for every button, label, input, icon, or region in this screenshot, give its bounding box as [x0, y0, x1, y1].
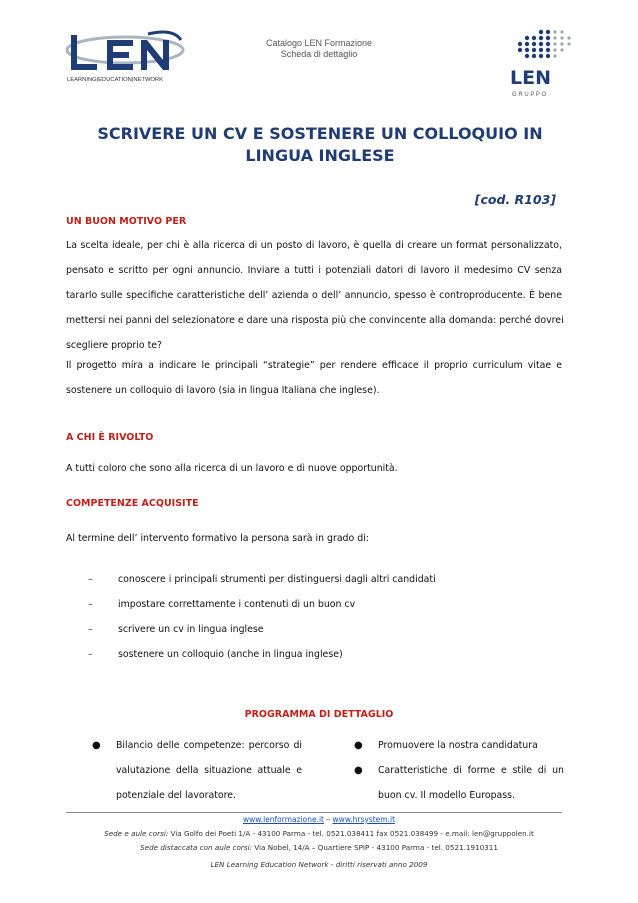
course-code: [cod. R103]	[474, 192, 556, 207]
bullet-icon: ●	[354, 740, 363, 751]
programma-left-column	[92, 737, 302, 812]
dash-icon: –	[88, 624, 93, 635]
header-line-2: Scheda di dettaglio	[280, 49, 358, 59]
paragraph-rivolto	[66, 460, 562, 485]
section-heading-competenze: COMPETENZE ACQUISITE	[66, 498, 199, 509]
list-item: – sostenere un colloquio (anche in lingua inglese)	[88, 646, 538, 671]
footer-copyright: LEN Learning Education Network - diritti riservati anno 2009	[210, 860, 428, 869]
section-heading-programma: PROGRAMMA DI DETTAGLIO	[244, 709, 394, 720]
bullet-icon: ●	[92, 740, 101, 751]
svg-text:LEARNING|EDUCATION|NETWORK: LEARNING|EDUCATION|NETWORK	[67, 77, 163, 83]
dash-icon: –	[88, 649, 93, 660]
list-item: – scrivere un cv in lingua inglese	[88, 621, 538, 646]
paragraph-line: La scelta ideale, per chi è alla ricerca di un posto di lavoro, è quella di creare un format personalizzato,	[66, 240, 562, 251]
programma-right-column	[354, 737, 564, 812]
paragraph-competenze-intro	[66, 530, 562, 555]
header-line-1: Catalogo LEN Formazione	[265, 38, 373, 48]
footer-link-lenformazione[interactable]: www.lenformazione.it	[242, 815, 325, 824]
paragraph-line: tararlo sulle specifiche caratteristiche dell’ azienda o dell’ annuncio, spesso è controproducente. È bene	[66, 290, 562, 301]
footer-links: www.lenformazione.it – www.hrsystem.it	[242, 815, 396, 824]
paragraph-line: mettersi nei panni del selezionatore e dare una risposta più che convincente alla domanda: perché dovrei	[66, 315, 564, 326]
list-item: – impostare correttamente i contenuti di un buon cv	[88, 596, 538, 621]
paragraph-motivo	[66, 237, 562, 407]
paragraph-line: A tutti coloro che sono alla ricerca di un lavoro e di nuove opportunità.	[66, 463, 398, 474]
footer-address-secondary: Sede distaccata con aule corsi: Via Nobel, 14/A – Quartiere SPIP - 43100 Parma - tel. 0521.1910311	[140, 843, 498, 852]
svg-text:G R U P P O: G R U P P O	[512, 92, 547, 98]
list-item: – conoscere i principali strumenti per distinguersi dagli altri candidati	[88, 571, 538, 596]
paragraph-line: scegliere proprio te?	[66, 340, 163, 351]
list-item: ● Caratteristiche di forme e stile di un buon cv. Il modello Europass.	[354, 762, 564, 812]
dash-icon: –	[88, 574, 93, 585]
section-heading-motivo: UN BUON MOTIVO PER	[66, 216, 187, 227]
section-heading-rivolto: A CHI È RIVOLTO	[66, 432, 154, 443]
len-logo-left	[63, 30, 188, 85]
dash-icon: –	[88, 599, 93, 610]
competenze-list	[88, 571, 538, 671]
paragraph-line: Al termine dell’ intervento formativo la persona sarà in grado di:	[66, 533, 369, 544]
dot-grid-icon	[518, 30, 571, 58]
footer-link-hrsystem[interactable]: www.hrsystem.it	[332, 815, 396, 824]
page-title	[60, 123, 580, 167]
paragraph-line: Il progetto mira a indicare le principali “strategie” per rendere efficace il proprio curriculum vitae e	[66, 360, 562, 371]
footer-divider	[66, 812, 562, 813]
list-item: ● Promuovere la nostra candidatura	[354, 737, 564, 762]
list-item: ● Bilancio delle competenze: percorso di valutazione della situazione attuale e potenziale del lavoratore.	[92, 737, 302, 812]
title-line-2: LINGUA INGLESE	[245, 146, 395, 165]
footer-address-main: Sede e aule corsi: Via Golfo dei Poeti 1/A - 43100 Parma - tel. 0521.038411 fax 0521.038499 - e.mail: len@gruppolen.it	[104, 829, 534, 838]
bullet-icon: ●	[354, 765, 363, 776]
title-line-1: SCRIVERE UN CV E SOSTENERE UN COLLOQUIO IN	[97, 124, 543, 143]
paragraph-line: pensato e scritto per ogni annuncio. Inviare a tutti i potenziali datori di lavoro il medesimo CV senza	[66, 265, 562, 276]
paragraph-line: sostenere un colloquio di lavoro (sia in lingua Italiana che inglese).	[66, 385, 380, 396]
svg-text:LEN: LEN	[510, 67, 551, 89]
len-gruppo-logo	[508, 28, 580, 100]
